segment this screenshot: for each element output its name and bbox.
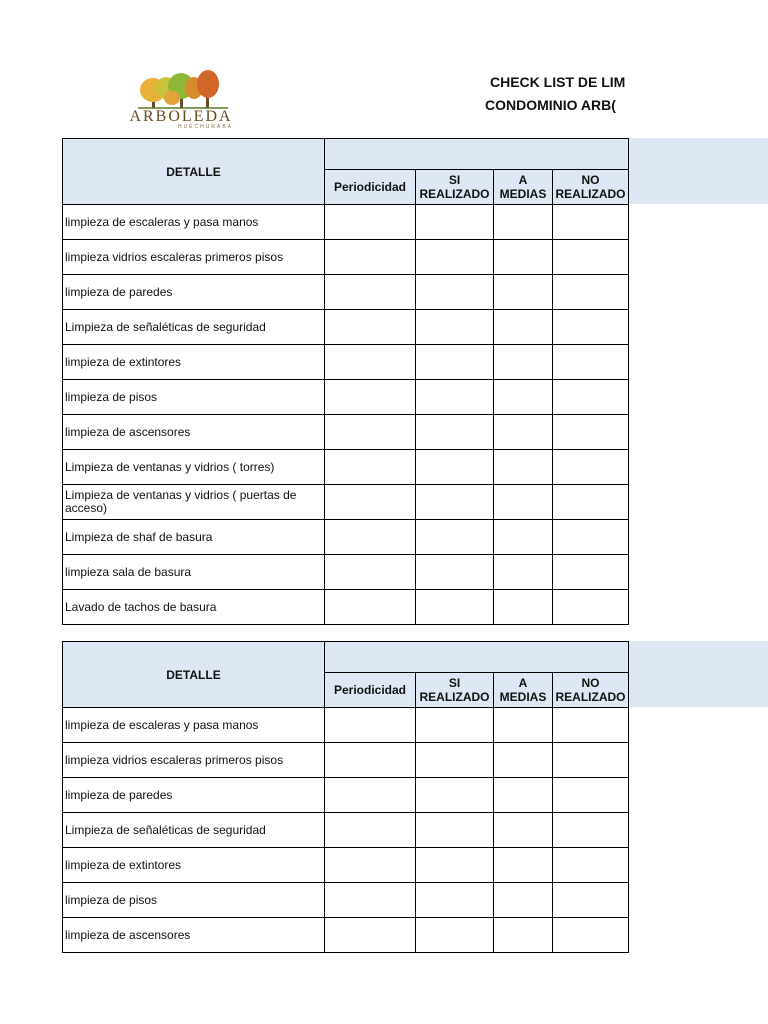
no-realizado-cell[interactable] — [553, 450, 629, 485]
arboleda-logo — [118, 68, 248, 132]
table-row — [63, 240, 629, 275]
a-medias-cell[interactable] — [494, 708, 553, 743]
no-realizado-cell[interactable] — [553, 240, 629, 275]
checklist-table-1 — [62, 138, 629, 625]
periodicidad-cell[interactable] — [325, 345, 416, 380]
si-realizado-cell[interactable] — [416, 708, 494, 743]
no-realizado-cell[interactable] — [553, 883, 629, 918]
si-realizado-cell[interactable] — [416, 743, 494, 778]
detalle-header: DETALLE — [63, 139, 325, 205]
detalle-cell: limpieza de ascensores — [63, 415, 325, 450]
table-row — [63, 918, 629, 953]
table-row — [63, 778, 629, 813]
si-realizado-cell[interactable] — [416, 813, 494, 848]
si-realizado-cell[interactable] — [416, 485, 494, 520]
table-row — [63, 275, 629, 310]
si-realizado-cell[interactable] — [416, 240, 494, 275]
periodicidad-cell[interactable] — [325, 883, 416, 918]
a-medias-cell[interactable] — [494, 555, 553, 590]
table-row — [63, 555, 629, 590]
si-realizado-cell[interactable] — [416, 380, 494, 415]
table-row — [63, 415, 629, 450]
detalle-cell: limpieza de paredes — [63, 778, 325, 813]
table-row — [63, 708, 629, 743]
no-realizado-cell[interactable] — [553, 918, 629, 953]
si-realizado-cell[interactable] — [416, 345, 494, 380]
no-realizado-cell[interactable] — [553, 590, 629, 625]
periodicidad-cell[interactable] — [325, 708, 416, 743]
detalle-cell: limpieza sala de basura — [63, 555, 325, 590]
a-medias-cell[interactable] — [494, 520, 553, 555]
si-realizado-cell[interactable] — [416, 918, 494, 953]
no-realizado-cell[interactable] — [553, 485, 629, 520]
periodicidad-cell[interactable] — [325, 380, 416, 415]
a-medias-cell[interactable] — [494, 883, 553, 918]
table-row — [63, 450, 629, 485]
detalle-cell: limpieza de extintores — [63, 848, 325, 883]
si-realizado-header: SI REALIZADO — [416, 170, 494, 205]
group-header — [325, 139, 629, 170]
page-title-line-1: CHECK LIST DE LIM — [490, 74, 626, 90]
detalle-cell: limpieza de paredes — [63, 275, 325, 310]
no-realizado-header: NO REALIZADO — [553, 673, 629, 708]
si-realizado-header: SI REALIZADO — [416, 673, 494, 708]
table-row — [63, 883, 629, 918]
checklist-table-2-section — [62, 641, 768, 953]
detalle-cell: limpieza vidrios escaleras primeros pisos — [63, 743, 325, 778]
detalle-cell: Limpieza de señaléticas de seguridad — [63, 813, 325, 848]
a-medias-cell[interactable] — [494, 240, 553, 275]
periodicidad-cell[interactable] — [325, 310, 416, 345]
a-medias-cell[interactable] — [494, 275, 553, 310]
detalle-cell: Limpieza de ventanas y vidrios ( puertas de acceso) — [63, 485, 325, 520]
header-band — [626, 641, 768, 707]
periodicidad-cell[interactable] — [325, 918, 416, 953]
si-realizado-cell[interactable] — [416, 555, 494, 590]
periodicidad-cell[interactable] — [325, 450, 416, 485]
detalle-cell: Limpieza de ventanas y vidrios ( torres) — [63, 450, 325, 485]
detalle-cell: limpieza de escaleras y pasa manos — [63, 708, 325, 743]
detalle-cell: Limpieza de shaf de basura — [63, 520, 325, 555]
a-medias-cell[interactable] — [494, 205, 553, 240]
detalle-cell: limpieza de escaleras y pasa manos — [63, 205, 325, 240]
a-medias-cell[interactable] — [494, 778, 553, 813]
table-row — [63, 520, 629, 555]
header-band — [626, 138, 768, 204]
si-realizado-cell[interactable] — [416, 450, 494, 485]
no-realizado-cell[interactable] — [553, 205, 629, 240]
detalle-cell: Limpieza de señaléticas de seguridad — [63, 310, 325, 345]
table-row — [63, 310, 629, 345]
table-row — [63, 345, 629, 380]
detalle-cell: limpieza de pisos — [63, 883, 325, 918]
checklist-table-1-section — [62, 138, 768, 625]
logo-subtitle: HUECHURABA — [178, 124, 234, 130]
periodicidad-header: Periodicidad — [325, 170, 416, 205]
a-medias-cell[interactable] — [494, 743, 553, 778]
a-medias-cell[interactable] — [494, 590, 553, 625]
no-realizado-cell[interactable] — [553, 380, 629, 415]
periodicidad-cell[interactable] — [325, 813, 416, 848]
periodicidad-cell[interactable] — [325, 848, 416, 883]
periodicidad-cell[interactable] — [325, 520, 416, 555]
a-medias-cell[interactable] — [494, 813, 553, 848]
si-realizado-cell[interactable] — [416, 778, 494, 813]
no-realizado-cell[interactable] — [553, 778, 629, 813]
table-row — [63, 380, 629, 415]
a-medias-cell[interactable] — [494, 345, 553, 380]
a-medias-cell[interactable] — [494, 450, 553, 485]
detalle-cell: Lavado de tachos de basura — [63, 590, 325, 625]
no-realizado-header: NO REALIZADO — [553, 170, 629, 205]
no-realizado-cell[interactable] — [553, 520, 629, 555]
table-row — [63, 813, 629, 848]
periodicidad-cell[interactable] — [325, 275, 416, 310]
logo-name: ARBOLEDA — [129, 108, 233, 125]
table-row — [63, 743, 629, 778]
periodicidad-cell[interactable] — [325, 415, 416, 450]
a-medias-cell[interactable] — [494, 415, 553, 450]
detalle-cell: limpieza de pisos — [63, 380, 325, 415]
periodicidad-cell[interactable] — [325, 485, 416, 520]
detalle-cell: limpieza de extintores — [63, 345, 325, 380]
detalle-header: DETALLE — [63, 642, 325, 708]
si-realizado-cell[interactable] — [416, 205, 494, 240]
detalle-cell: limpieza vidrios escaleras primeros pisos — [63, 240, 325, 275]
table-row — [63, 485, 629, 520]
no-realizado-cell[interactable] — [553, 555, 629, 590]
periodicidad-cell[interactable] — [325, 743, 416, 778]
no-realizado-cell[interactable] — [553, 345, 629, 380]
group-header — [325, 642, 629, 673]
periodicidad-cell[interactable] — [325, 205, 416, 240]
periodicidad-cell[interactable] — [325, 555, 416, 590]
si-realizado-cell[interactable] — [416, 590, 494, 625]
trees-icon — [118, 68, 248, 112]
si-realizado-cell[interactable] — [416, 275, 494, 310]
page-title-line-2: CONDOMINIO ARB( — [485, 97, 616, 113]
si-realizado-cell[interactable] — [416, 520, 494, 555]
no-realizado-cell[interactable] — [553, 708, 629, 743]
detalle-cell: limpieza de ascensores — [63, 918, 325, 953]
no-realizado-cell[interactable] — [553, 813, 629, 848]
a-medias-cell[interactable] — [494, 485, 553, 520]
a-medias-header: A MEDIAS — [494, 170, 553, 205]
si-realizado-cell[interactable] — [416, 310, 494, 345]
no-realizado-cell[interactable] — [553, 848, 629, 883]
periodicidad-cell[interactable] — [325, 778, 416, 813]
no-realizado-cell[interactable] — [553, 310, 629, 345]
no-realizado-cell[interactable] — [553, 743, 629, 778]
si-realizado-cell[interactable] — [416, 415, 494, 450]
a-medias-header: A MEDIAS — [494, 673, 553, 708]
periodicidad-cell[interactable] — [325, 240, 416, 275]
checklist-table-2 — [62, 641, 629, 953]
table-row — [63, 205, 629, 240]
si-realizado-cell[interactable] — [416, 848, 494, 883]
no-realizado-cell[interactable] — [553, 415, 629, 450]
si-realizado-cell[interactable] — [416, 883, 494, 918]
a-medias-cell[interactable] — [494, 380, 553, 415]
a-medias-cell[interactable] — [494, 918, 553, 953]
table-row — [63, 590, 629, 625]
no-realizado-cell[interactable] — [553, 275, 629, 310]
periodicidad-header: Periodicidad — [325, 673, 416, 708]
a-medias-cell[interactable] — [494, 848, 553, 883]
periodicidad-cell[interactable] — [325, 590, 416, 625]
a-medias-cell[interactable] — [494, 310, 553, 345]
table-row — [63, 848, 629, 883]
